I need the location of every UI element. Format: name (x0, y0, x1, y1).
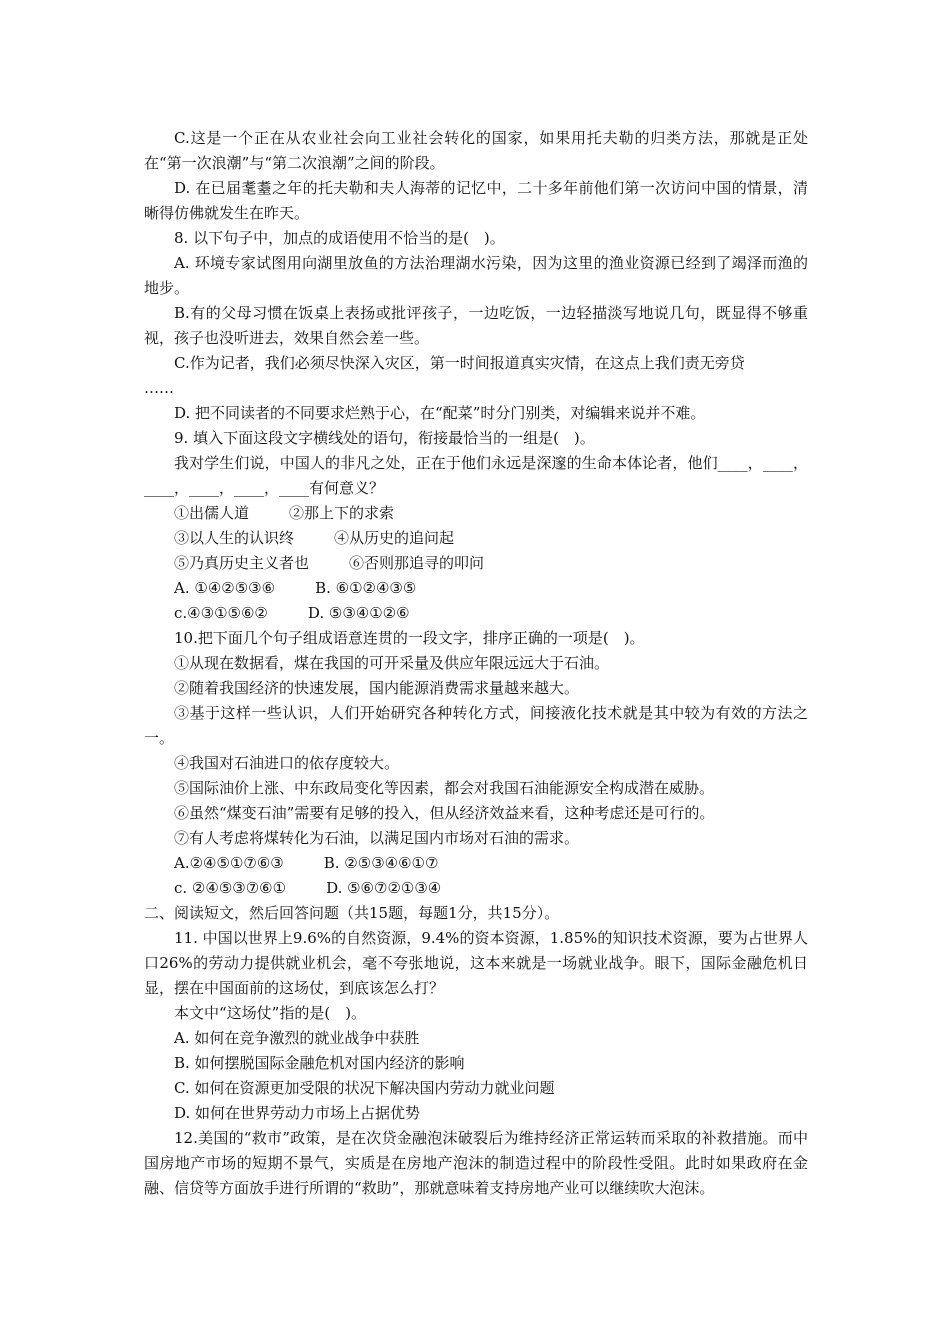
q7-option-c: C.这是一个正在从农业社会向工业社会转化的国家，如果用托夫勒的归类方法，那就是正处在“第一次浪潮”与“第二次浪潮”之间的阶段。 (144, 129, 808, 172)
q9-option: B. ⑥①②④③⑤ (315, 579, 417, 597)
q8-option-b: B.有的父母习惯在饭桌上表扬或批评孩子，一边吃饭，一边轻描淡写地说几句，既显得不够重视，孩子也没听进去，效果自然会差一些。 (144, 304, 808, 347)
exam-page (144, 126, 808, 1201)
q10-option: A.②④⑤①⑦⑥③ (174, 854, 284, 872)
q9-option: c.④③①⑤⑥② (174, 604, 268, 622)
q11-option: D. 如何在世界劳动力市场上占据优势 (174, 1104, 421, 1122)
q9-item: ③以人生的认识终 (174, 529, 295, 547)
q11-option: A. 如何在竞争激烈的就业战争中获胜 (174, 1029, 420, 1047)
q8-option-c-ellipsis: …… (144, 379, 174, 397)
q9-item: ②那上下的求索 (289, 504, 395, 522)
q11-stem: 本文中“这场仗”指的是( )。 (174, 1004, 367, 1022)
q10-option: B. ②⑤③④⑥①⑦ (323, 854, 439, 872)
q8-option-c: C.作为记者，我们必须尽快深入灾区，第一时间报道真实灾情，在这点上我们责无旁贷 (174, 354, 745, 372)
q10-sentence: ⑤国际油价上涨、中东政局变化等因素，都会对我国石油能源安全构成潜在威胁。 (174, 779, 715, 797)
q10-sentence: ③基于这样一些认识，人们开始研究各种转化方式，间接液化技术就是其中较为有效的方法之一。 (144, 704, 808, 747)
q10-option: c. ②④⑤③⑦⑥① (174, 879, 287, 897)
q8-option-d: D. 把不同读者的不同要求烂熟于心，在“配菜”时分门别类，对编辑来说并不难。 (174, 404, 706, 422)
q8-option-a: A. 环境专家试图用向湖里放鱼的方法治理湖水污染，因为这里的渔业资源已经到了竭泽而渔的地步。 (144, 254, 808, 297)
q10-sentence: ⑦有人考虑将煤转化为石油，以满足国内市场对石油的需求。 (174, 829, 580, 847)
section-2-heading: 二、阅读短文，然后回答问题（共15题，每题1分，共15分）。 (144, 904, 560, 922)
q10-option-row (144, 851, 808, 876)
q9-option-row (144, 601, 808, 626)
q10-stem: 10.把下面几个句子组成语意连贯的一段文字，排序正确的一项是( )。 (174, 629, 645, 647)
q10-option-row (144, 876, 808, 901)
q9-passage: 我对学生们说，中国人的非凡之处，正在于他们永远是深邃的生命本体论者，他们____，____，____，____，____，____有何意义？ (144, 454, 808, 497)
q12-passage: 12.美国的“救市”政策，是在次贷金融泡沫破裂后为维持经济正常运转而采取的补救措施。而中国房地产市场的短期不景气，实质是在房地产泡沫的制造过程中的阶段性受阻。此时如果政府在金融、信贷等方面放手进行所谓的“救助”，那就意味着支持房地产业可以继续吹大泡沫。 (144, 1129, 808, 1197)
q7-option-d: D. 在已届耄耋之年的托夫勒和夫人海蒂的记忆中，二十多年前他们第一次访问中国的情景，清晰得仿佛就发生在昨天。 (144, 179, 808, 222)
q9-option: D. ⑤③④①②⑥ (307, 604, 410, 622)
q9-item: ⑥否则那追寻的叩问 (349, 554, 485, 572)
q10-sentence: ①从现在数据看，煤在我国的可开采量及供应年限远远大于石油。 (174, 654, 610, 672)
q11-passage: 11. 中国以世界上9.6%的自然资源，9.4%的资本资源，1.85%的知识技术资源，要为占世界人口26%的劳动力提供就业机会，毫不夸张地说，这本来就是一场就业战争。眼下，国际金融危机日显，摆在中国面前的这场仗，到底该怎么打？ (144, 929, 808, 997)
q9-option: A. ①④②⑤③⑥ (174, 579, 276, 597)
q9-stem: 9. 填入下面这段文字横线处的语句，衔接最恰当的一组是( )。 (174, 429, 595, 447)
q9-item: ④从历史的追问起 (334, 529, 455, 547)
q10-sentence: ④我国对石油进口的依存度较大。 (174, 754, 400, 772)
q10-sentence: ②随着我国经济的快速发展，国内能源消费需求量越来越大。 (174, 679, 580, 697)
q9-item-row (144, 501, 808, 526)
q9-item-row (144, 526, 808, 551)
q8-stem: 8. 以下句子中，加点的成语使用不恰当的是( )。 (174, 229, 505, 247)
q11-option: B. 如何摆脱国际金融危机对国内经济的影响 (174, 1054, 465, 1072)
q9-item: ①出儒人道 (174, 504, 250, 522)
q9-item: ⑤乃真历史主义者也 (174, 554, 310, 572)
q10-option: D. ⑤⑥⑦②①③④ (326, 879, 442, 897)
q11-option: C. 如何在资源更加受限的状况下解决国内劳动力就业问题 (174, 1079, 555, 1097)
q9-option-row (144, 576, 808, 601)
q9-item-row (144, 551, 808, 576)
q10-sentence: ⑥虽然“煤变石油”需要有足够的投入，但从经济效益来看，这种考虑还是可行的。 (174, 804, 715, 822)
